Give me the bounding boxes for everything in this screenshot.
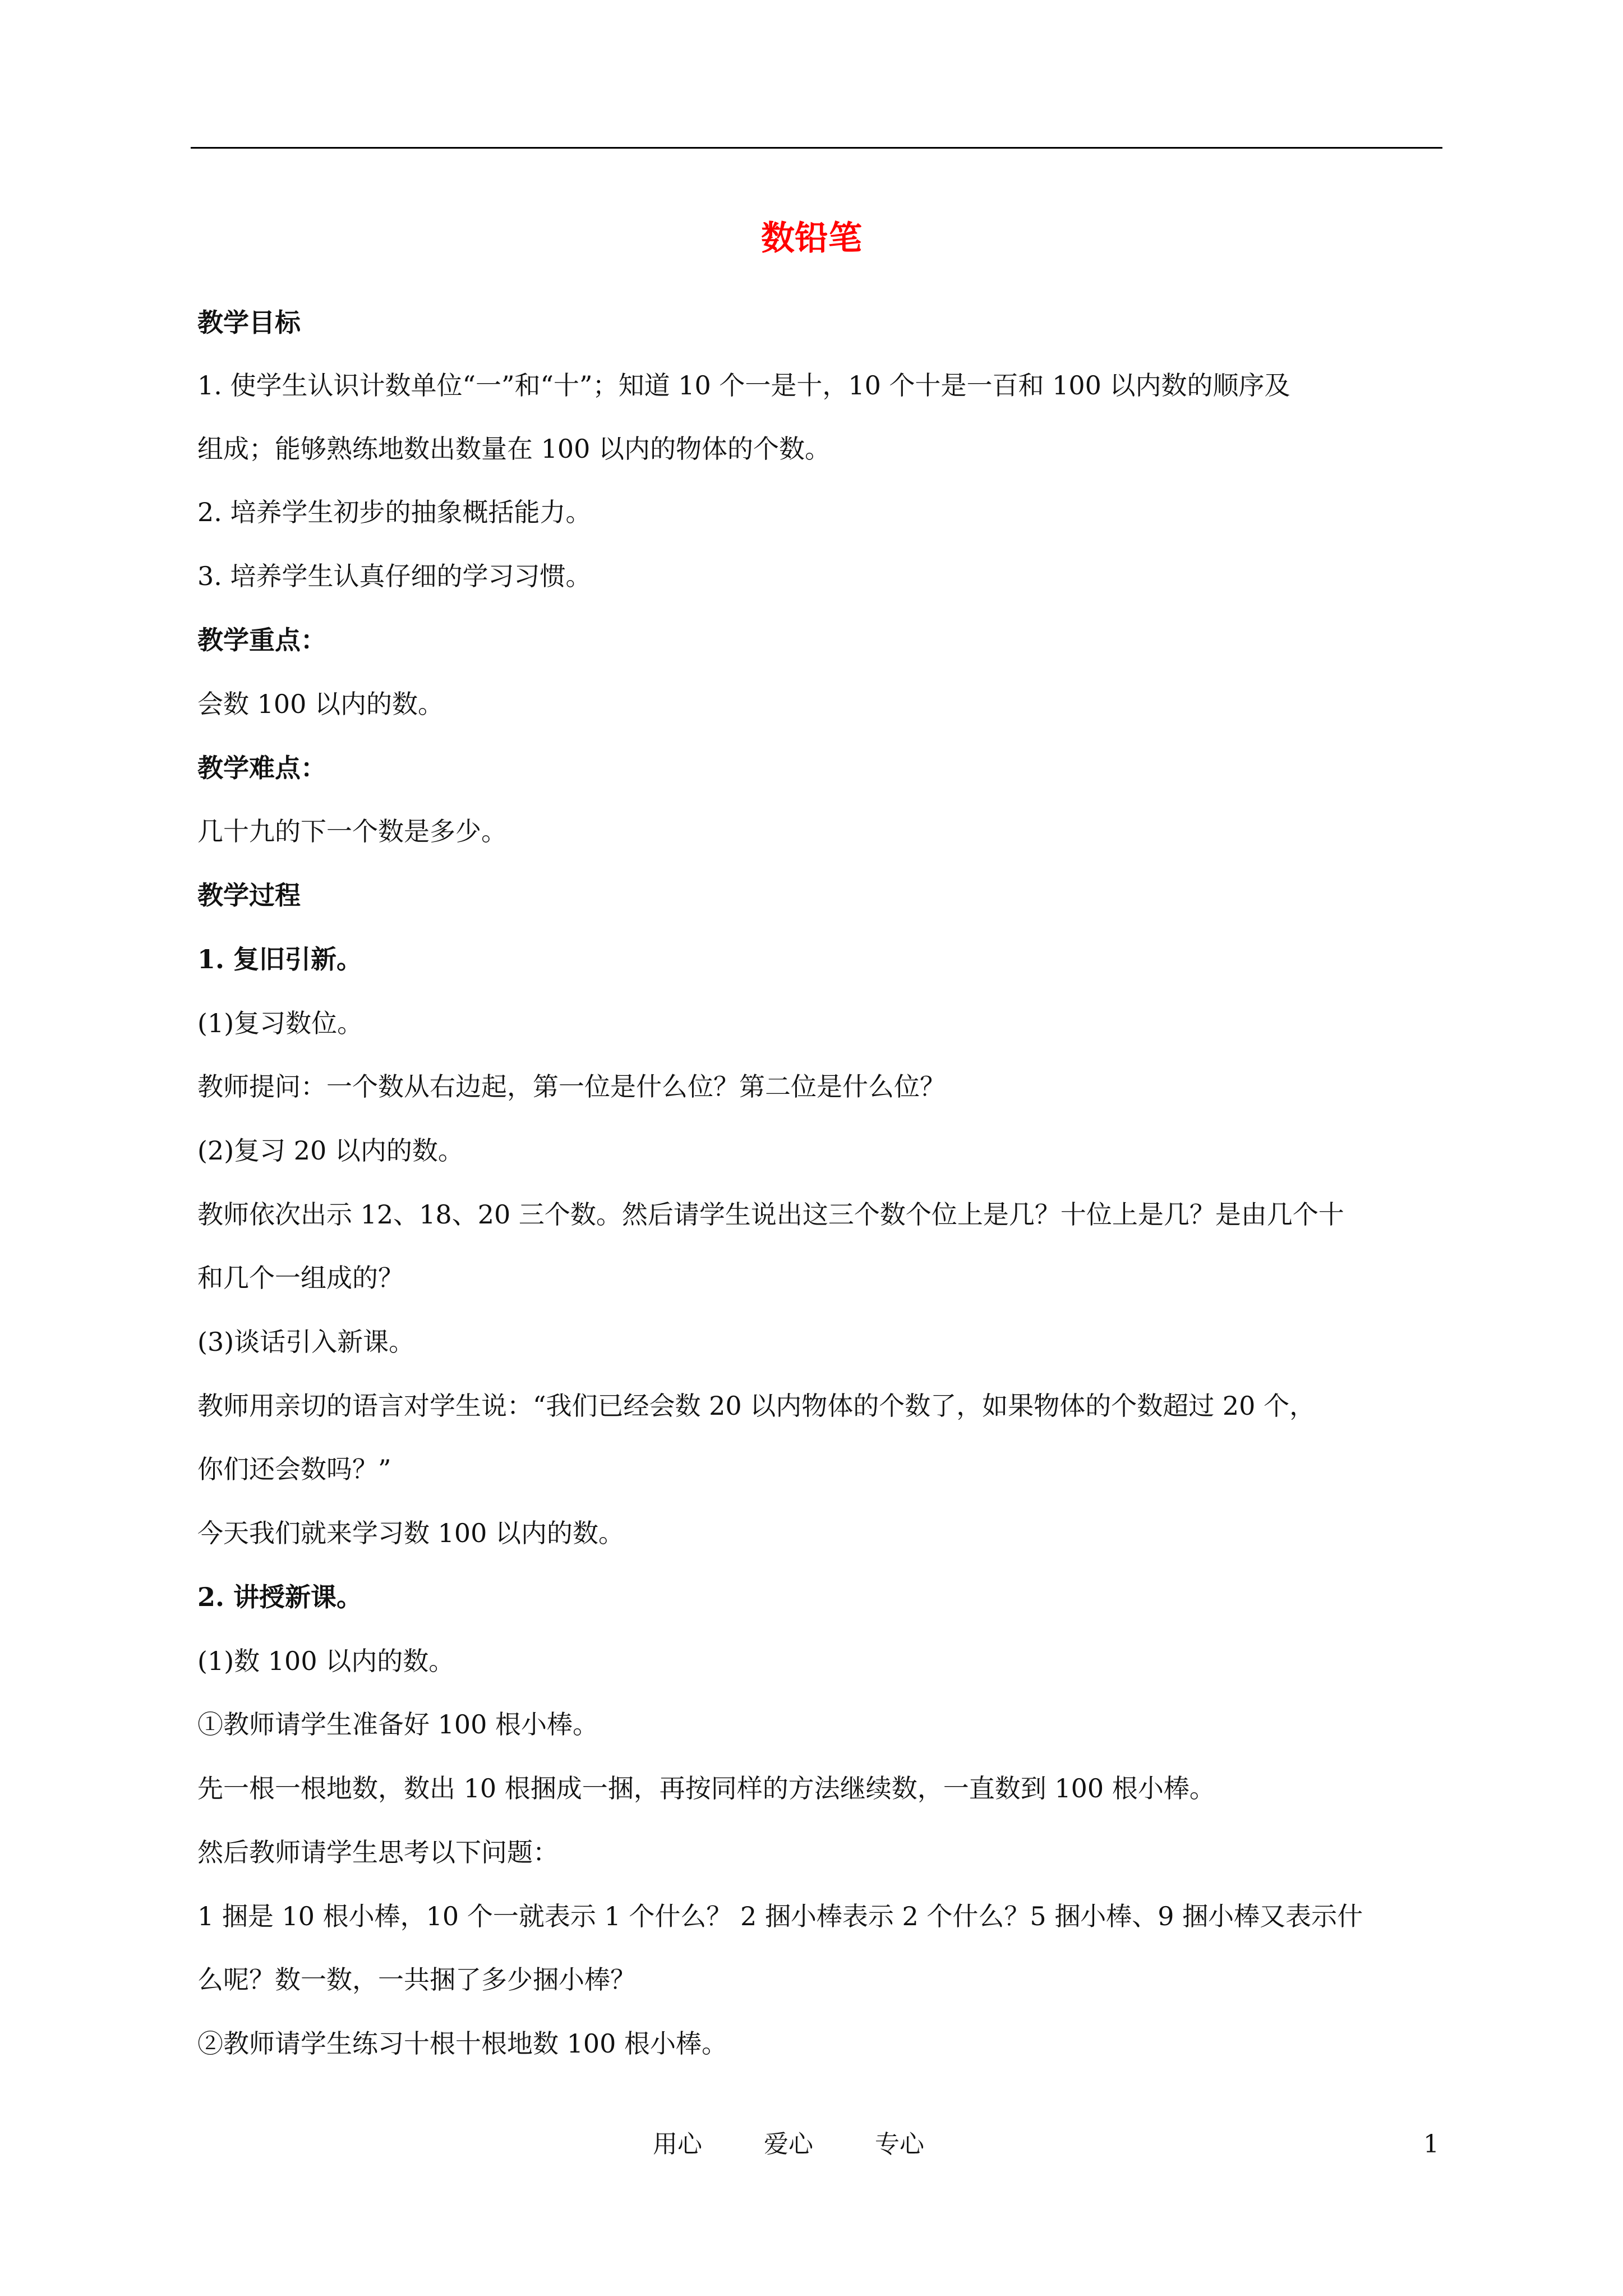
body-text-line: 会数 100 以内的数。 — [197, 689, 444, 719]
body-text-line: 组成；能够熟练地数出数量在 100 以内的物体的个数。 — [197, 434, 831, 464]
body-text-line: 2. 培养学生初步的抽象概括能力。 — [197, 497, 592, 527]
section-heading: 教学目标 — [197, 307, 301, 338]
footer-motto-1: 用心 — [653, 2130, 702, 2159]
body-text-line: (1)数 100 以内的数。 — [197, 1646, 455, 1676]
body-text-line: 几十九的下一个数是多少。 — [197, 816, 507, 846]
body-text-line: 教师提问：一个数从右边起，第一位是什么位？第二位是什么位？ — [197, 1071, 946, 1102]
section-heading: 教学难点： — [197, 753, 326, 783]
body-text-line: (3)谈话引入新课。 — [197, 1327, 415, 1357]
section-heading: 教学过程 — [197, 880, 301, 910]
footer-motto-2: 爱心 — [764, 2130, 813, 2159]
body-text-line: 你们还会数吗？” — [197, 1454, 391, 1484]
section-heading: 2. 讲授新课。 — [197, 1582, 363, 1612]
body-text-line: 1. 使学生认识计数单位“一”和“十”；知道 10 个一是十，10 个十是一百和 100 以内数的顺序及 — [197, 370, 1290, 401]
body-text-line: ②教师请学生练习十根十根地数 100 根小棒。 — [197, 2028, 728, 2059]
section-heading: 教学重点： — [197, 625, 326, 655]
header-rule — [191, 147, 1442, 149]
body-text-line: 3. 培养学生认真仔细的学习习惯。 — [197, 561, 592, 591]
section-heading: 1. 复旧引新。 — [197, 944, 363, 974]
footer-motto-3: 专心 — [875, 2130, 924, 2159]
body-text-line: 先一根一根地数，数出 10 根捆成一捆，再按同样的方法继续数，一直数到 100 根小棒。 — [197, 1773, 1215, 1803]
body-text-line: 和几个一组成的？ — [197, 1263, 404, 1293]
body-text-line: (2)复习 20 以内的数。 — [197, 1135, 464, 1166]
body-text-line: 教师用亲切的语言对学生说：“我们已经会数 20 以内物体的个数了，如果物体的个数超过 20 个， — [197, 1391, 1316, 1421]
body-text-line: 么呢？数一数，一共捆了多少捆小棒？ — [197, 1964, 636, 1995]
body-text-line: 然后教师请学生思考以下问题： — [197, 1837, 559, 1867]
body-text-line: 教师依次出示 12、18、20 三个数。然后请学生说出这三个数个位上是几？十位上是几？是由几个十 — [197, 1199, 1344, 1230]
document-title: 数铅笔 — [761, 219, 862, 258]
body-text-line: (1)复习数位。 — [197, 1008, 363, 1038]
body-text-line: 今天我们就来学习数 100 以内的数。 — [197, 1518, 625, 1548]
body-text-line: ①教师请学生准备好 100 根小棒。 — [197, 1709, 599, 1740]
body-text-line: 1 捆是 10 根小棒，10 个一就表示 1 个什么？ 2 捆小棒表示 2 个什么？5 捆小棒、9 捆小棒又表示什 — [197, 1901, 1363, 1931]
page-number: 1 — [1423, 2130, 1439, 2159]
